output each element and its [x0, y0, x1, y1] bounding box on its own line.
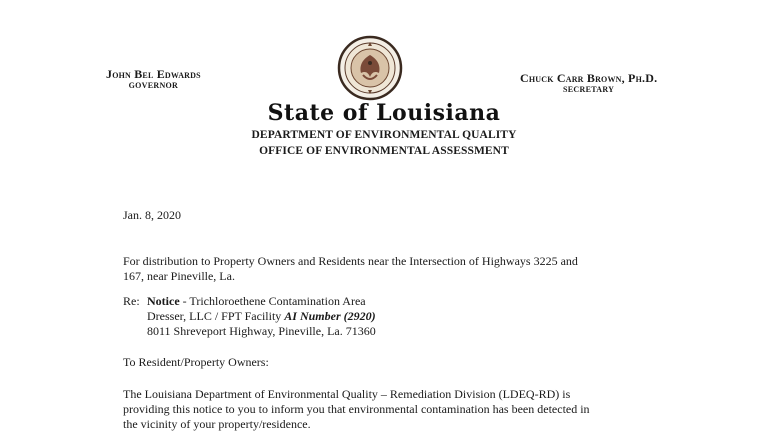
state-title: State of Louisiana [267, 100, 501, 126]
body-line-3: the vicinity of your property/residence. [123, 417, 311, 431]
re-label: Re: [123, 294, 140, 308]
office-name: OFFICE OF ENVIRONMENTAL ASSESSMENT [259, 145, 509, 157]
distribution-paragraph [123, 254, 643, 284]
re-block [123, 294, 643, 339]
department-name: DEPARTMENT OF ENVIRONMENTAL QUALITY [251, 129, 517, 141]
facility-text: Dresser, LLC / FPT Facility [147, 309, 285, 323]
state-seal-icon [337, 35, 403, 101]
secretary-name: Chuck Carr Brown, Ph.D. [520, 71, 658, 85]
salutation: To Resident/Property Owners: [123, 355, 269, 369]
body-paragraph [123, 387, 643, 432]
ai-number: AI Number (2920) [284, 309, 376, 323]
body-line-2: providing this notice to you to inform you that environmental contamination has been detected in [123, 402, 590, 416]
notice-label: Notice [147, 294, 180, 308]
governor-block [106, 68, 201, 91]
facility-address: 8011 Shreveport Highway, Pineville, La. 71360 [147, 324, 376, 338]
distribution-line-2: 167, near Pineville, La. [123, 269, 235, 283]
distribution-line-1: For distribution to Property Owners and Residents near the Intersection of Highways 3225 and [123, 254, 578, 268]
governor-name: John Bel Edwards [106, 67, 201, 81]
governor-title: GOVERNOR [128, 81, 179, 90]
secretary-block [520, 72, 657, 95]
body-line-1: The Louisiana Department of Environmental Quality – Remediation Division (LDEQ-RD) is [123, 387, 571, 401]
secretary-title: SECRETARY [563, 85, 615, 94]
notice-text: - Trichloroethene Contamination Area [179, 294, 366, 308]
letter-date: Jan. 8, 2020 [123, 208, 181, 222]
